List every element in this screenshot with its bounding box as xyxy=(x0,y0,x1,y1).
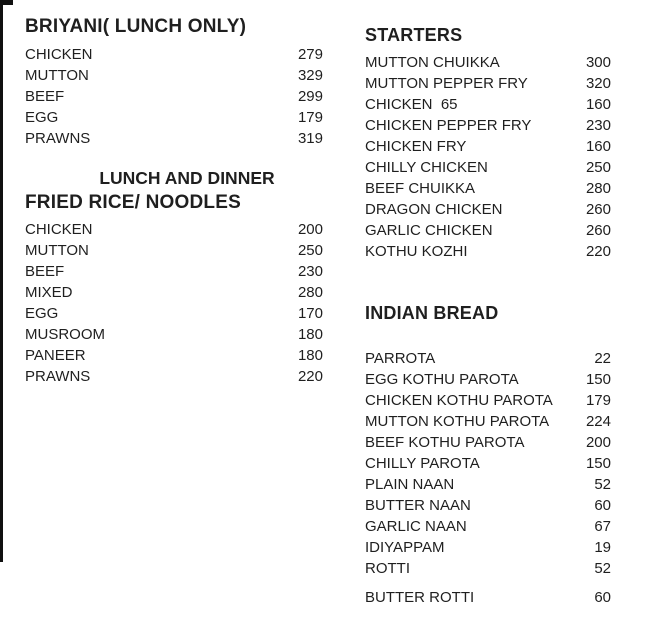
menu-item-row xyxy=(365,587,611,608)
item-name: BEEF xyxy=(25,263,65,280)
item-price: 160 xyxy=(585,138,611,155)
item-price: 299 xyxy=(297,88,323,105)
item-price: 180 xyxy=(297,347,323,364)
menu-item-row xyxy=(365,52,611,73)
menu-item-row xyxy=(365,537,611,558)
item-price: 329 xyxy=(297,67,323,84)
item-name: PRAWNS xyxy=(25,368,91,385)
menu-item-row xyxy=(25,282,323,303)
menu-item-row xyxy=(25,366,323,387)
menu-item-row xyxy=(25,219,323,240)
menu-item-row xyxy=(365,369,611,390)
item-price: 260 xyxy=(585,201,611,218)
menu-item-row xyxy=(25,65,323,86)
menu-item-row xyxy=(365,136,611,157)
section-header-starters: STARTERS xyxy=(365,25,463,45)
menu-item-row xyxy=(25,345,323,366)
item-name: KOTHU KOZHI xyxy=(365,243,468,260)
menu-item-row xyxy=(25,261,323,282)
menu-item-row xyxy=(365,474,611,495)
menu-item-row xyxy=(365,157,611,178)
item-price: 200 xyxy=(585,434,611,451)
item-price: 220 xyxy=(297,368,323,385)
menu-item-row xyxy=(25,128,323,149)
item-price: 280 xyxy=(297,284,323,301)
left-column xyxy=(25,16,323,387)
item-price: 60 xyxy=(594,497,611,514)
item-name: PRAWNS xyxy=(25,130,91,147)
item-price: 150 xyxy=(585,455,611,472)
item-name: GARLIC CHICKEN xyxy=(365,222,493,239)
fried-rice-item-list xyxy=(25,219,323,387)
menu-item-row xyxy=(365,390,611,411)
item-name: CHICKEN 65 xyxy=(365,96,458,113)
menu-item-row xyxy=(365,220,611,241)
item-name: GARLIC NAAN xyxy=(365,518,467,535)
menu-item-row xyxy=(365,495,611,516)
item-price: 22 xyxy=(594,350,611,367)
item-price: 200 xyxy=(297,221,323,238)
item-name: CHICKEN xyxy=(25,221,93,238)
item-name: CHICKEN FRY xyxy=(365,138,467,155)
item-price: 19 xyxy=(594,539,611,556)
item-price: 230 xyxy=(297,263,323,280)
menu-item-row xyxy=(365,199,611,220)
menu-item-row xyxy=(25,303,323,324)
item-name: DRAGON CHICKEN xyxy=(365,201,503,218)
menu-item-row xyxy=(365,73,611,94)
menu-item-row xyxy=(365,432,611,453)
section-header-fried-rice-noodles: FRIED RICE/ NOODLES xyxy=(25,192,241,213)
item-name: IDIYAPPAM xyxy=(365,539,445,556)
menu-item-row xyxy=(365,558,611,579)
menu-item-row xyxy=(365,178,611,199)
left-edge-scan-nub xyxy=(0,0,13,5)
menu-item-row xyxy=(25,240,323,261)
item-price: 150 xyxy=(585,371,611,388)
item-price: 179 xyxy=(585,392,611,409)
item-name: MUTTON xyxy=(25,242,89,259)
menu-item-row xyxy=(25,44,323,65)
menu-item-row xyxy=(365,516,611,537)
item-name: CHILLY CHICKEN xyxy=(365,159,488,176)
item-name: MUSROOM xyxy=(25,326,105,343)
item-price: 279 xyxy=(297,46,323,63)
item-name: MUTTON PEPPER FRY xyxy=(365,75,528,92)
item-price: 319 xyxy=(297,130,323,147)
item-price: 230 xyxy=(585,117,611,134)
item-name: CHILLY PAROTA xyxy=(365,455,480,472)
menu-item-row xyxy=(365,453,611,474)
item-price: 260 xyxy=(585,222,611,239)
menu-item-row xyxy=(25,86,323,107)
section-header-briyani: BRIYANI( LUNCH ONLY) xyxy=(25,16,247,37)
menu-item-row xyxy=(365,241,611,262)
item-name: EGG xyxy=(25,305,59,322)
item-name: EGG xyxy=(25,109,59,126)
item-price: 224 xyxy=(585,413,611,430)
item-name: CHICKEN KOTHU PAROTA xyxy=(365,392,553,409)
item-price: 250 xyxy=(297,242,323,259)
item-price: 179 xyxy=(297,109,323,126)
item-price: 180 xyxy=(297,326,323,343)
indian-bread-item-list xyxy=(365,348,611,608)
item-name: BEEF KOTHU PAROTA xyxy=(365,434,525,451)
item-price: 300 xyxy=(585,54,611,71)
item-name: PARROTA xyxy=(365,350,436,367)
item-name: CHICKEN xyxy=(25,46,93,63)
item-price: 52 xyxy=(594,476,611,493)
menu-item-row xyxy=(365,348,611,369)
item-name: MUTTON CHUIKKA xyxy=(365,54,500,71)
item-name: CHICKEN PEPPER FRY xyxy=(365,117,532,134)
item-name: MUTTON KOTHU PAROTA xyxy=(365,413,550,430)
item-name: EGG KOTHU PAROTA xyxy=(365,371,519,388)
item-name: ROTTI xyxy=(365,560,410,577)
section-header-lunch-and-dinner: LUNCH AND DINNER xyxy=(99,168,275,188)
item-price: 280 xyxy=(585,180,611,197)
item-price: 250 xyxy=(585,159,611,176)
menu-item-row xyxy=(25,324,323,345)
starters-item-list xyxy=(365,52,611,262)
item-name: BUTTER NAAN xyxy=(365,497,471,514)
item-price: 160 xyxy=(585,96,611,113)
item-name: BUTTER ROTTI xyxy=(365,589,475,606)
menu-item-row xyxy=(365,94,611,115)
item-name: MIXED xyxy=(25,284,73,301)
right-column xyxy=(365,24,611,608)
item-price: 60 xyxy=(594,589,611,606)
menu-item-row xyxy=(365,411,611,432)
item-price: 170 xyxy=(297,305,323,322)
menu-item-row xyxy=(25,107,323,128)
item-name: PLAIN NAAN xyxy=(365,476,455,493)
item-price: 320 xyxy=(585,75,611,92)
item-name: MUTTON xyxy=(25,67,89,84)
briyani-item-list xyxy=(25,44,323,149)
item-name: PANEER xyxy=(25,347,86,364)
left-edge-scan-line xyxy=(0,0,3,562)
item-name: BEEF CHUIKKA xyxy=(365,180,476,197)
item-price: 220 xyxy=(585,243,611,260)
menu-item-row xyxy=(365,115,611,136)
section-header-indian-bread: INDIAN BREAD xyxy=(365,303,499,323)
item-price: 52 xyxy=(594,560,611,577)
item-price: 67 xyxy=(594,518,611,535)
item-name: BEEF xyxy=(25,88,65,105)
